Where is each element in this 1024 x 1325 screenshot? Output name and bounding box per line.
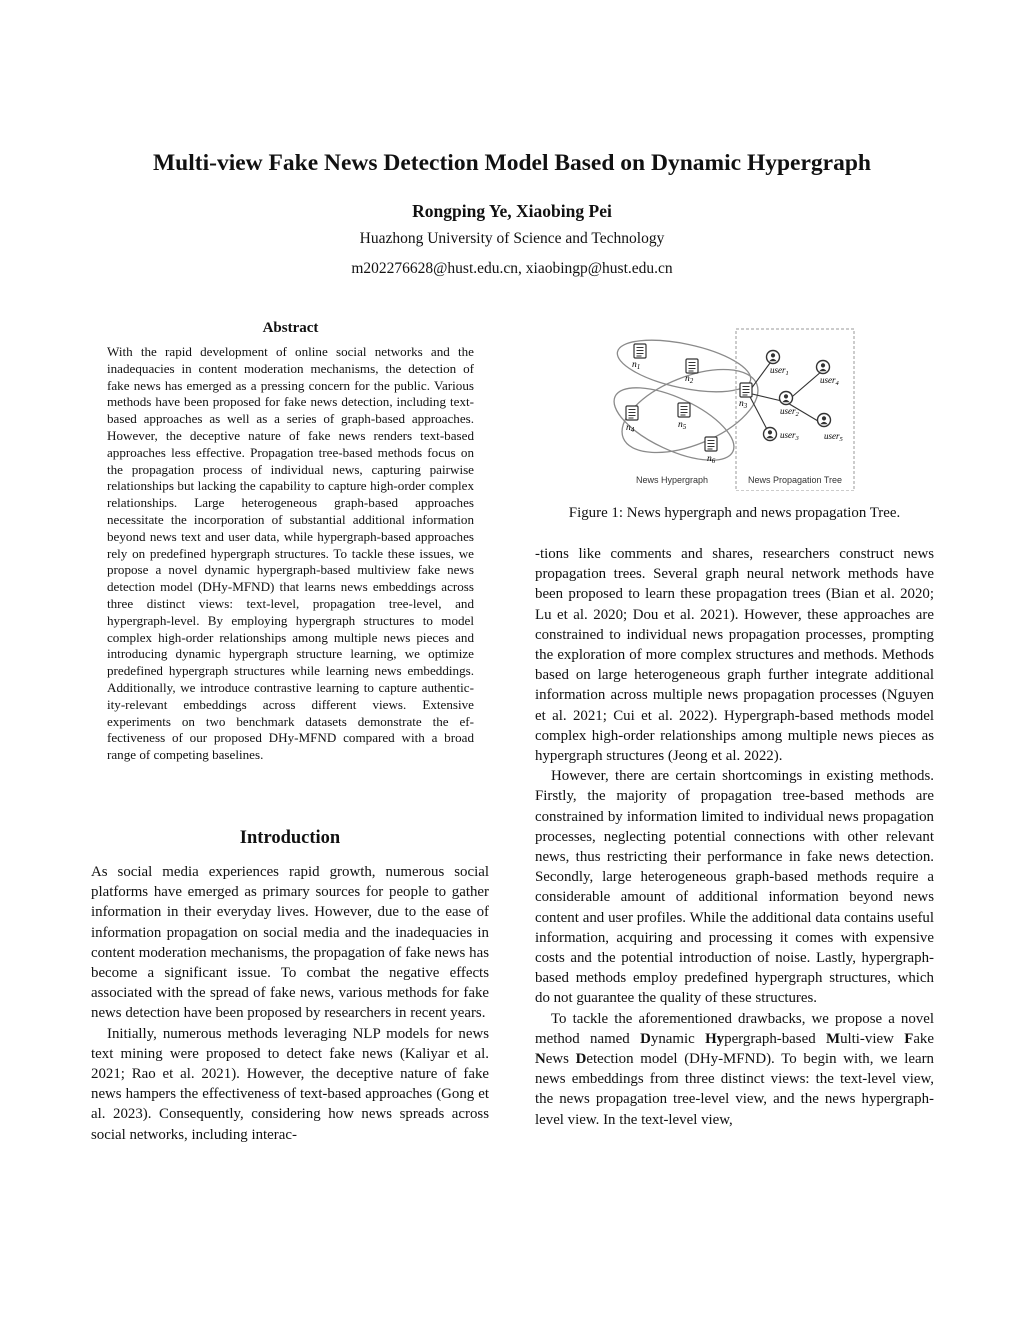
news-node-n1 (632, 344, 646, 371)
svg-text:n4: $n_4$ (626, 423, 635, 434)
svg-text:user5: user$_5$ (824, 431, 843, 443)
svg-text:n2: $n_2$ (685, 374, 694, 385)
document-icon (634, 344, 646, 358)
svg-text:user3: user$_3$ (780, 430, 799, 442)
figure-caption: Figure 1: News hypergraph and news propagation Tree. (568, 505, 901, 521)
news-node-n2 (685, 359, 698, 385)
news-node-n4 (626, 406, 638, 434)
svg-text:n5: $n_5$ (678, 420, 687, 431)
document-icon (740, 383, 752, 397)
paper-affiliation: Huazhong University of Science and Technology (359, 230, 665, 247)
svg-text:user4: user$_4$ (820, 375, 839, 387)
document-icon (678, 403, 690, 417)
intro-paragraph-1: As social media experiences rapid growth, numerous social platforms have emerged as primary sources for people to gather information in their everyday lives. However, due to the ease of information propagation on social media and the inadequacies in content moderation mechanisms, the propagation of fake news has become a significant issue. To combat the negative effects associated with the spread of fake news, various methods for fake news detection have been proposed by researchers in recent years. (91, 864, 489, 1022)
figure-label-propagation-tree: News Propagation Tree (747, 475, 843, 485)
user-icon (767, 351, 780, 364)
user-icon (817, 361, 830, 374)
svg-text:user2: user$_2$ (780, 406, 799, 418)
svg-text:n1: $n_1$ (632, 360, 641, 371)
user-node-4 (817, 361, 840, 388)
paper-title: Multi-view Fake News Detection Model Based on Dynamic Hypergraph (153, 150, 871, 176)
svg-text:user1: user$_1$ (770, 365, 789, 377)
document-icon (686, 359, 698, 373)
user-node-5 (818, 414, 844, 444)
paper-authors: Rongping Ye, Xiaobing Pei (412, 201, 612, 221)
intro-paragraph-2: Initially, numerous methods leveraging NLP models for news text mining were proposed to detect fake news (Kaliyar et al. 2021; Rao et al. 2021). However, the deceptive nature of fake news hampers the effectiveness of text-based approaches (Gong et al. 2023). Consequently, considering how news spreads across social networks, including interac- (91, 1025, 489, 1143)
news-node-n5 (678, 403, 690, 431)
user-node-2 (780, 392, 800, 419)
left-column-body (91, 862, 489, 1145)
document-icon (705, 437, 717, 451)
user-icon (818, 414, 831, 427)
svg-text:n6: $n_6$ (707, 454, 716, 465)
introduction-heading: Introduction (239, 828, 341, 848)
user-icon (780, 392, 793, 405)
paper-email: m202276628@hust.edu.cn, xiaobingp@hust.edu.cn (351, 260, 673, 277)
abstract-text: With the rapid development of online social networks and the inadequacies in content moderation mechanisms, the detection of fake news has emerged as a pressing concern for the public. Various methods have been proposed for fake news detection, including text-based approaches as well as a series of graph-based approaches. However, the deceptive nature of fake news renders text-based approaches less effective. Propagation tree-based methods focus on the propagation process of individual news, capturing pairwise relationships but lacking the capability to capture high-order complex relationships. Large heterogeneous graph-based approaches necessitate the incorporation of substantial additional information beyond news text and user data, while hypergraph-based approaches rely on predefined hypergraph structures. To tackle these issues, we propose a novel dynamic hypergraph-based multiview fake news detection model (DHy-MFND) that learns news embeddings across three distinct views: text-level, propagation tree-level, and hypergraph-level. By employing hypergraph structures to model complex high-order relationships among multiple news pieces and introducing dynamic hypergraph structure learning, we optimize predefined hypergraph structures while learning news embeddings. Additionally, we introduce contrastive learning to capture authenticity-relevant embeddings across different views. Extensive experiments on two benchmark datasets demonstrate the effectiveness of our proposed DHy-MFND compared with a broad range of competing baselines. (107, 344, 474, 763)
news-node-n6 (705, 437, 717, 465)
news-node-n3 (739, 383, 752, 410)
right-paragraph-3: To tackle the aforementioned drawbacks, we propose a novel method named Dynamic Hypergraph-based Multi-view Fake News Detection model (DHy-MFND). To begin with, we learn news embeddings from three distinct views: the text-level view, the news propagation tree-level view, and the news hypergraph-level view. In the text-level view, (535, 1010, 934, 1128)
right-paragraph-1: -tions like comments and shares, researchers construct news propagation trees. Several graph neural network methods have been proposed to learn these propagation trees (Bian et al. 2020; Lu et al. 2020; Dou et al. 2021). However, these approaches are constrained to individual news propagation processes, prompting the exploration of more complex structures and methods. Methods based on large heterogeneous graph further integrate additional information across multiple news propagation processes (Nguyen et al. 2021; Cui et al. 2022). Hypergraph-based methods model complex high-order relationships among multiple news pieces as hypergraph structures (Jeong et al. 2022). (535, 546, 934, 765)
figure-news-hypergraph (612, 326, 862, 491)
document-icon (626, 406, 638, 420)
right-paragraph-2: However, there are certain shortcomings in existing methods. Firstly, the majority of propagation tree-based methods are constrained by information limited to individual news propagation processes, neglecting potential connections with other relevant news, thus restricting their performance in fake news detection. Secondly, large heterogeneous graph-based methods require a considerable amount of additional information beyond news content and user profiles. While the additional data contains useful information, acquiring and processing it comes with expensive costs and the potential introduction of noise. Lastly, hypergraph-based methods employ predefined hypergraph structures, which do not guarantee the quality of these structures. (535, 768, 934, 1007)
abstract-heading: Abstract (262, 320, 319, 336)
user-icon (764, 428, 777, 441)
svg-text:n3: $n_3$ (739, 399, 748, 410)
user-node-3 (764, 428, 800, 443)
right-column-body (535, 544, 934, 1130)
figure-label-hypergraph: News Hypergraph (635, 475, 709, 485)
